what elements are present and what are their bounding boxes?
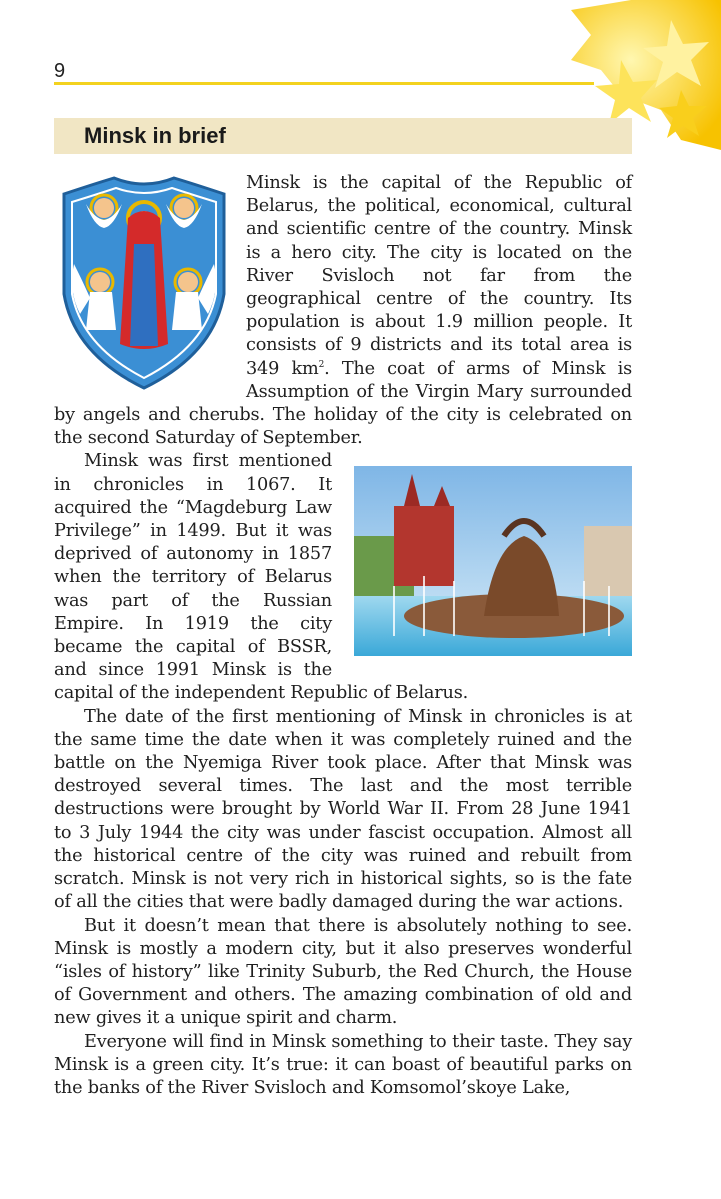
header-rule <box>54 82 594 85</box>
page-number: 9 <box>54 60 66 82</box>
section-title: Minsk in brief <box>84 123 226 148</box>
section-title-band <box>54 118 632 154</box>
minsk-fountain-photo <box>354 466 632 656</box>
paragraph-destruction: The date of the first mentioning of Minsk in chronicles is at the same time the date when it was completely ruined and the battle on the Nyemiga River took place. After that Minsk was destroyed several times. The last and the most terrible destructions were brought by World War II. From 28 June 1941 to 3 July 1944 the city was under fascist occupation. Almost all the historical centre of the city was ruined and rebuilt from scratch. Minsk is not very rich in historical sights, so is the fate of all the cities that were badly damaged during the war actions. <box>54 706 632 913</box>
paragraph-green-city: Everyone will find in Minsk something to their taste. They say Minsk is a green city. It’s true: it can boast of beautiful parks on the banks of the River Svisloch and Komsomol’skoye Lake, <box>54 1031 632 1098</box>
article-body <box>54 172 632 1100</box>
paragraph-sights: But it doesn’t mean that there is absolutely nothing to see. Minsk is mostly a modern city, but it also preserves wonderful “isles of history” like Trinity Suburb, the Red Church, the House of Government and others. The amazing combination of old and new gives it a unique spirit and charm. <box>54 915 632 1029</box>
minsk-coat-of-arms-image <box>54 174 234 392</box>
paragraph-history: Minsk was first mentioned in chronicles in 1067. It acquired the “Magdeburg Law Privilege” in 1499. But it was deprived of autonomy in 1857 when the territory of Belarus was part of the Russian Empire. In 1919 the city became the capital of BSSR, and since 1991 Minsk is the capital of the independent Republic of Belarus. <box>54 451 468 704</box>
paragraph-intro: Minsk is the capital of the Republic of Belarus, the political, economical, cultural and scientific centre of the country. Minsk is a hero city. The city is located on the River Svisloch not far from the geographical centre of the country. Its population is about 1.9 million people. It consists of 9 districts and its total area is 349 $km^2$. The coat of arms of Minsk is Assumption of the Virgin Mary surrounded by angels and cherubs. The holiday of the city is celebrated on the second Saturday of September. <box>54 173 632 449</box>
